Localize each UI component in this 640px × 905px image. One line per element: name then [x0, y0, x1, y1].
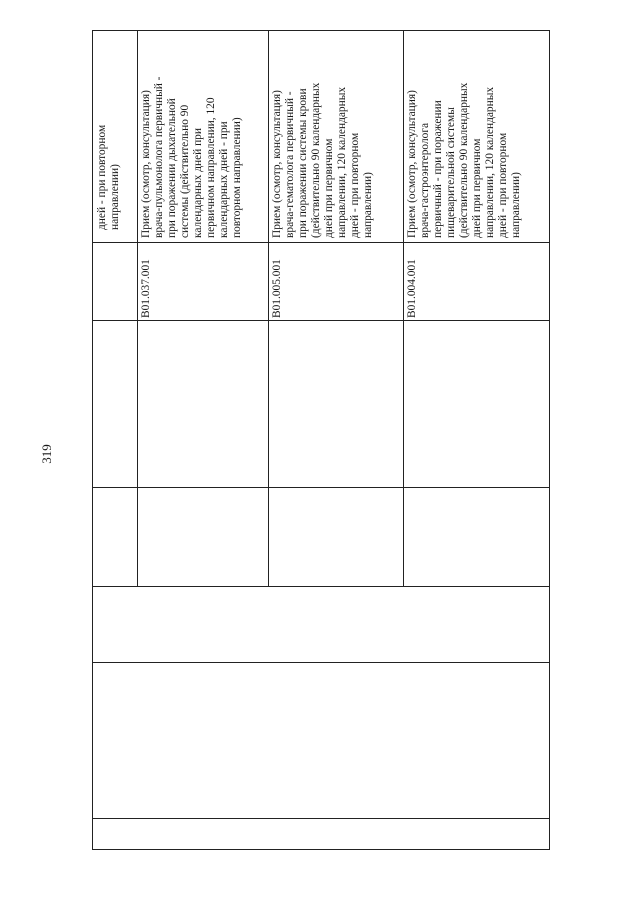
- table-line: [92, 30, 93, 850]
- table-line: [92, 586, 550, 587]
- table-line: [92, 487, 550, 488]
- table-line: [549, 30, 550, 850]
- service-name: Прием (осмотр, консультация) врача-гастроэнтеролога первичный - при поражении пищеварительной системы (действительно 90 календарных дней при первичном направлении, 120 календарных дней - при повторном направлении): [406, 82, 522, 238]
- service-name: Прием (осмотр, консультация) врача-пульмонолога первичный - при поражении дыхательной системы (действительно 90 календарных дней при первичном направлении, 120 календарных дней - при повторном направлении): [140, 76, 243, 238]
- table-line: [92, 849, 550, 850]
- page-number: 319: [39, 444, 54, 464]
- service-code: B01.005.001: [271, 259, 283, 318]
- table-line: [92, 30, 550, 31]
- table-line: [92, 320, 550, 321]
- carry-over-text: дней - при повторном направлении): [96, 124, 121, 230]
- service-code: B01.004.001: [406, 259, 418, 318]
- table-line: [268, 30, 269, 587]
- table-line: [403, 30, 404, 587]
- table-line: [92, 818, 550, 819]
- service-code: B01.037.001: [140, 259, 152, 318]
- table-line: [137, 30, 138, 587]
- table-line: [92, 242, 550, 243]
- table-line: [92, 662, 550, 663]
- service-name: Прием (осмотр, консультация) врача-гематолога первичный - при поражении системы крови (действительно 90 календарных дней при первичном направлении, 120 календарных дней - при повторном направлении): [271, 82, 374, 238]
